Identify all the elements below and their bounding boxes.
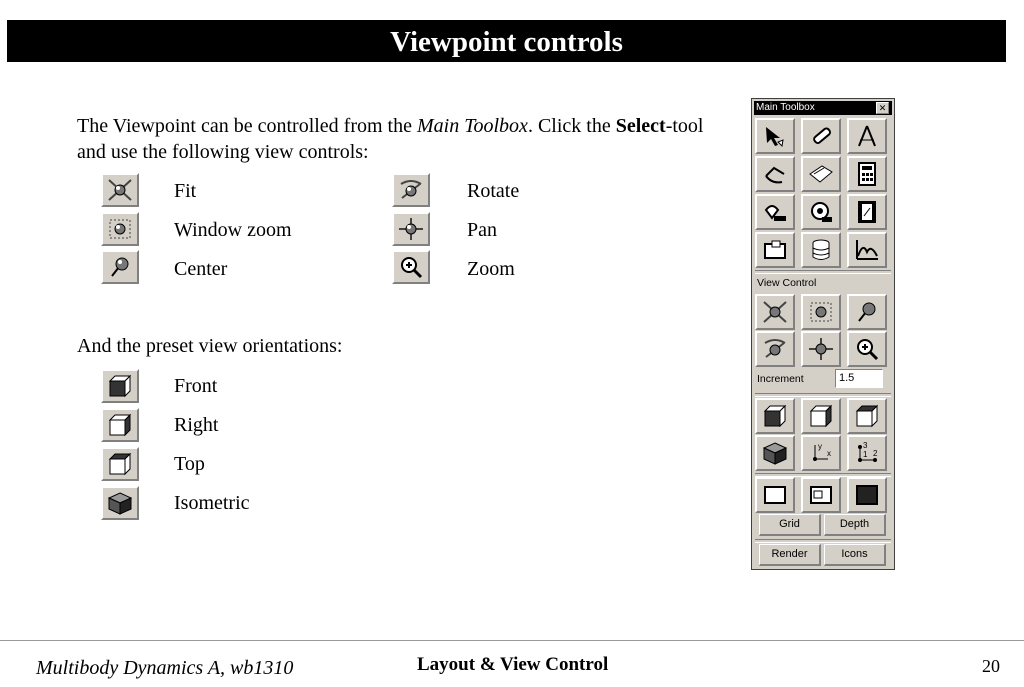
graph-icon (854, 238, 880, 262)
grid-button[interactable]: Grid (759, 514, 821, 536)
axes-xy-button[interactable] (801, 435, 841, 471)
increment-input[interactable]: 1.5 (835, 369, 883, 388)
center-icon (854, 300, 880, 324)
inset-frame-icon (808, 483, 834, 507)
paint-bucket-icon (762, 200, 788, 224)
window-icon (762, 238, 788, 262)
intro-part2: . Click the (527, 115, 616, 137)
isometric-view-icon (101, 486, 139, 520)
toolbox-titlebar[interactable] (754, 101, 892, 115)
center-label: Center (174, 258, 228, 280)
database-button[interactable] (801, 232, 841, 268)
curve-tool-button[interactable] (755, 156, 795, 192)
footer-course: Multibody Dynamics A, wb1310 (36, 657, 294, 679)
window-tool-button[interactable] (755, 232, 795, 268)
increment-label: Increment (757, 373, 804, 385)
close-button[interactable]: ✕ (876, 102, 889, 114)
depth-button[interactable]: Depth (824, 514, 886, 536)
zoom-label: Zoom (467, 258, 515, 280)
calculator-icon (854, 162, 880, 186)
intro-text (77, 113, 737, 165)
axis-y-label: y (818, 442, 822, 451)
rotate-icon (762, 337, 788, 361)
axes-123-button[interactable] (847, 435, 887, 471)
paint-tool-button[interactable] (755, 194, 795, 230)
link-icon (808, 124, 834, 148)
select-tool-button[interactable] (755, 118, 795, 154)
zoom-icon (392, 250, 430, 284)
intro-main-toolbox: Main Toolbox (417, 115, 528, 137)
fit-icon (101, 173, 139, 207)
center-button[interactable] (847, 294, 887, 330)
database-icon (808, 238, 834, 262)
rotate-button[interactable] (755, 331, 795, 367)
front-view-button[interactable] (755, 398, 795, 434)
filled-frame-icon (854, 483, 880, 507)
zoom-icon (854, 337, 880, 361)
pan-button[interactable] (801, 331, 841, 367)
front-view-icon (101, 369, 139, 403)
frame-icon (762, 483, 788, 507)
film-icon (854, 200, 880, 224)
right-view-icon (808, 404, 834, 428)
isometric-view-icon (762, 441, 788, 465)
toolbox-title: Main Toolbox (756, 102, 815, 113)
inspect-tool-button[interactable] (801, 194, 841, 230)
right-label: Right (174, 414, 219, 436)
slide-title: Viewpoint controls (7, 20, 1006, 62)
compass-icon (854, 124, 880, 148)
toolbox-separator (755, 393, 891, 397)
front-view-icon (762, 404, 788, 428)
right-view-button[interactable] (801, 398, 841, 434)
pan-icon (392, 212, 430, 246)
intro-part1: The Viewpoint can be controlled from the (77, 115, 417, 137)
top-view-icon (854, 404, 880, 428)
top-view-button[interactable] (847, 398, 887, 434)
render-button[interactable]: Render (759, 544, 821, 566)
fit-icon (762, 300, 788, 324)
zoom-button[interactable] (847, 331, 887, 367)
window-zoom-button[interactable] (801, 294, 841, 330)
fit-button[interactable] (755, 294, 795, 330)
view-control-label: View Control (757, 277, 817, 289)
axis-1-label: 1 (863, 450, 868, 459)
page-number: 20 (982, 656, 1000, 676)
measure-tool-button[interactable] (801, 156, 841, 192)
intro-select: Select (615, 115, 666, 137)
inspect-icon (808, 200, 834, 224)
link-tool-button[interactable] (801, 118, 841, 154)
window-zoom-icon (101, 212, 139, 246)
icons-button[interactable]: Icons (824, 544, 886, 566)
calculator-button[interactable] (847, 156, 887, 192)
axes-numbered-icon (854, 441, 880, 465)
filled-frame-button[interactable] (847, 477, 887, 513)
ruler-icon (808, 162, 834, 186)
rotate-icon (392, 173, 430, 207)
animation-button[interactable] (847, 194, 887, 230)
intro-part3: -tool and use the following view controls: (77, 115, 704, 163)
top-label: Top (174, 453, 205, 475)
isometric-label: Isometric (174, 492, 250, 514)
arrow-pointer-icon (762, 124, 788, 148)
toolbox-separator (755, 270, 891, 274)
axis-x-label: x (827, 449, 831, 458)
fit-label: Fit (174, 180, 197, 202)
plot-button[interactable] (847, 232, 887, 268)
isometric-view-button[interactable] (755, 435, 795, 471)
axis-3-label: 3 (863, 441, 868, 450)
center-icon (101, 250, 139, 284)
toolbox-separator (755, 539, 891, 543)
main-toolbox (751, 98, 895, 570)
footer-divider (0, 640, 1024, 641)
axis-2-label: 2 (873, 449, 878, 458)
right-view-icon (101, 408, 139, 442)
preset-intro: And the preset view orientations: (77, 335, 343, 357)
top-view-icon (101, 447, 139, 481)
inset-frame-button[interactable] (801, 477, 841, 513)
rotate-label: Rotate (467, 180, 520, 202)
pan-icon (808, 337, 834, 361)
window-zoom-label: Window zoom (174, 219, 292, 241)
front-label: Front (174, 375, 218, 397)
curve-arrow-icon (762, 162, 788, 186)
window-zoom-icon (808, 300, 834, 324)
frame-button[interactable] (755, 477, 795, 513)
axes-icon (808, 441, 834, 465)
pan-label: Pan (467, 219, 497, 241)
footer-topic: Layout & View Control (417, 654, 609, 675)
compass-tool-button[interactable] (847, 118, 887, 154)
